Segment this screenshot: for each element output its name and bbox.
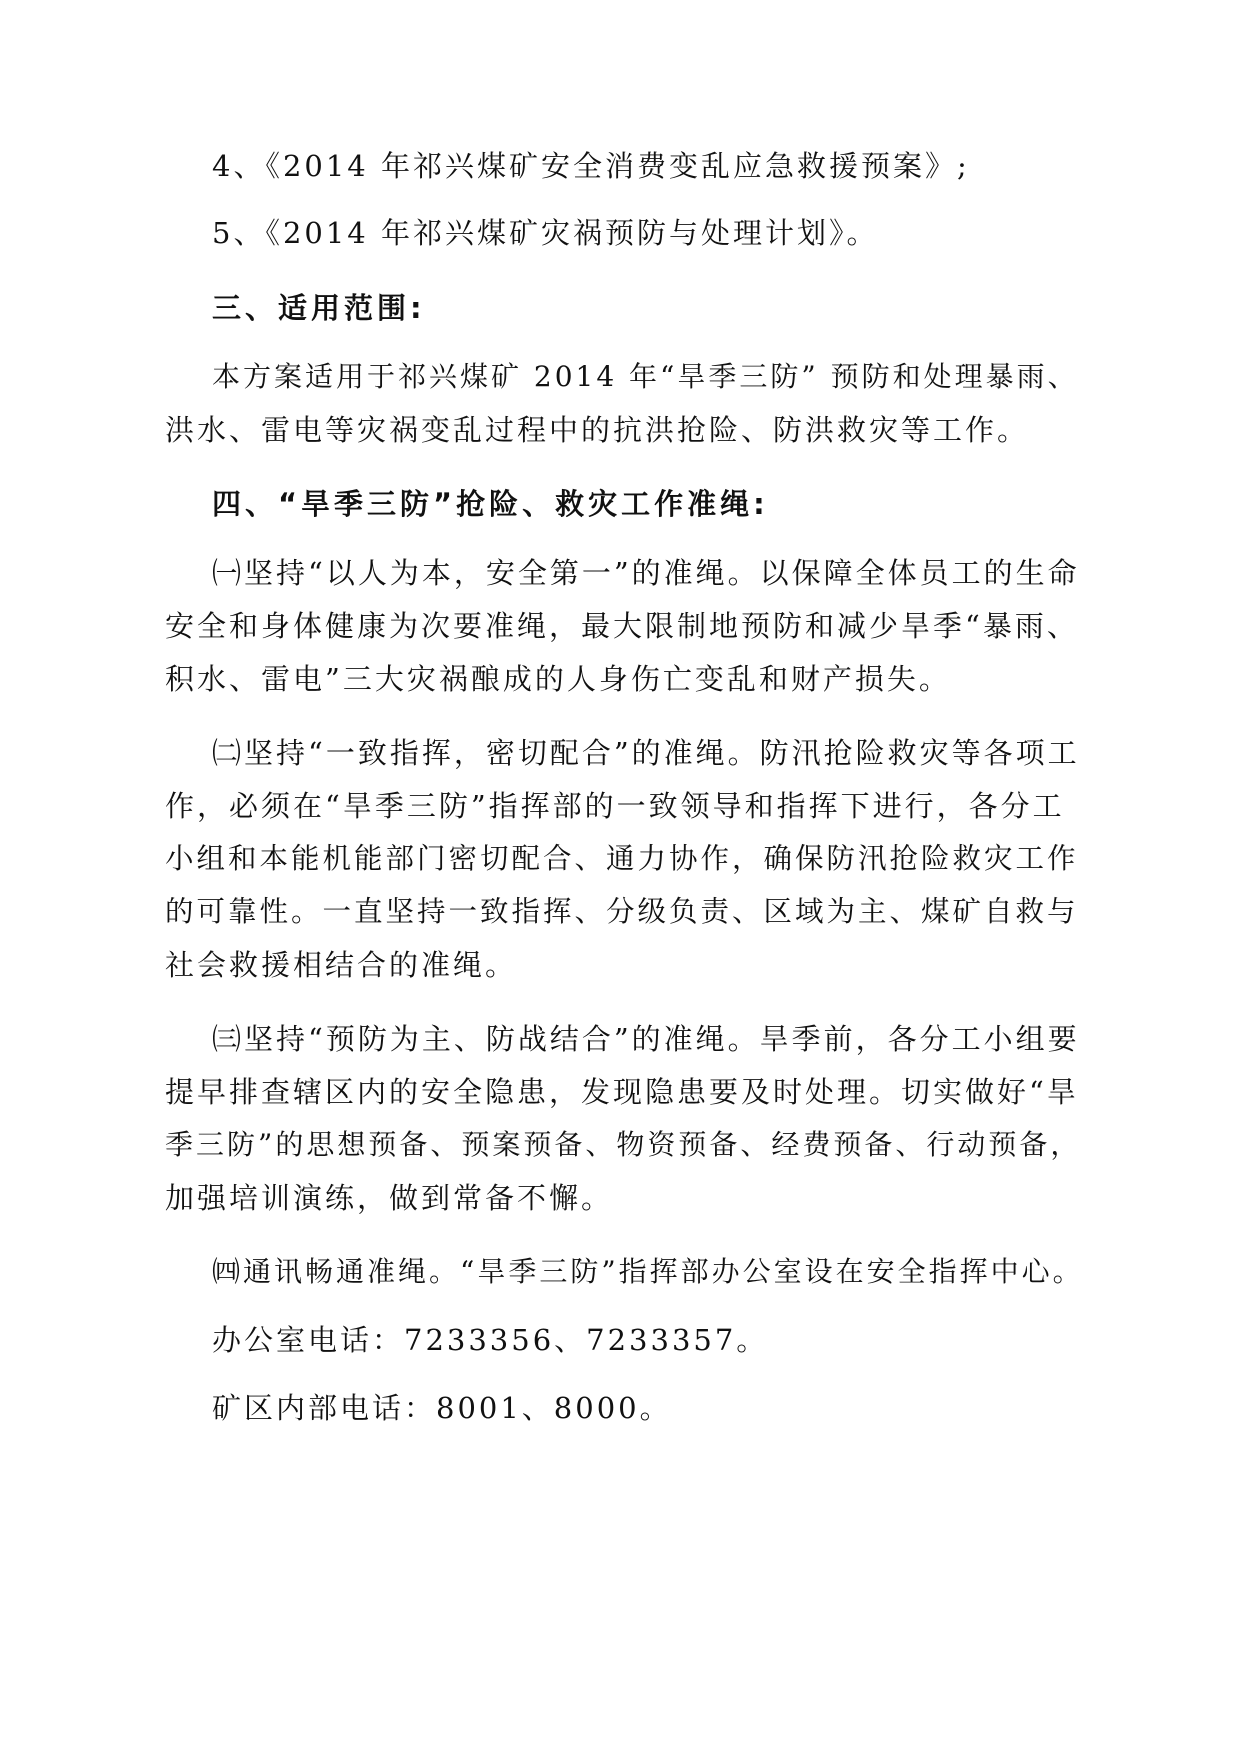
paragraph-line: ㈠坚持“以人为本，安全第一”的准绳。以保障全体员工的生命 <box>212 556 1080 590</box>
paragraph-line: 加强培训演练，做到常备不懈。 <box>165 1181 614 1215</box>
paragraph-line: ㈢坚持“预防为主、防战结合”的准绳。旱季前，各分工小组要 <box>212 1022 1080 1056</box>
office-phone-line: 办公室电话：7233356、7233357。 <box>212 1323 769 1357</box>
section-heading-principles: 四、“旱季三防”抢险、救灾工作准绳: <box>212 487 769 521</box>
paragraph-line: 社会救援相结合的准绳。 <box>165 948 518 982</box>
paragraph-line: 作，必须在“旱季三防”指挥部的一致领导和指挥下进行，各分工 <box>165 789 1065 823</box>
paragraph-line: 积水、雷电”三大灾祸酿成的人身伤亡变乱和财产损失。 <box>165 662 951 696</box>
paragraph-line: 小组和本能机能部门密切配合、通力协作，确保防汛抢险救灾工作 <box>165 842 1079 875</box>
paragraph-line: 安全和身体健康为次要准绳，最大限制地预防和减少旱季“暴雨、 <box>165 609 1079 643</box>
internal-phone-line: 矿区内部电话：8001、8000。 <box>212 1391 672 1425</box>
paragraph-line: 季三防”的思想预备、预案预备、物资预备、经费预备、行动预备， <box>165 1128 1082 1161</box>
reference-item-5: 5、《2014 年祁兴煤矿灾祸预防与处理计划》。 <box>212 216 879 250</box>
reference-item-4: 4、《2014 年祁兴煤矿安全消费变乱应急救援预案》; <box>212 149 970 183</box>
paragraph-line: ㈡坚持“一致指挥，密切配合”的准绳。防汛抢险救灾等各项工 <box>212 736 1080 770</box>
paragraph-line: 洪水、雷电等灾祸变乱过程中的抗洪抢险、防洪救灾等工作。 <box>165 413 1030 447</box>
paragraph-line: 本方案适用于祁兴煤矿 2014 年“旱季三防” 预防和处理暴雨、 <box>212 360 1079 393</box>
paragraph-line: 提早排查辖区内的安全隐患，发现隐患要及时处理。切实做好“旱 <box>165 1075 1079 1109</box>
paragraph-line: 的可靠性。一直坚持一致指挥、分级负责、区域为主、煤矿自救与 <box>165 895 1079 928</box>
paragraph-line: ㈣通讯畅通准绳。“旱季三防”指挥部办公室设在安全指挥中心。 <box>212 1255 1084 1288</box>
section-heading-scope: 三、适用范围: <box>212 291 426 325</box>
